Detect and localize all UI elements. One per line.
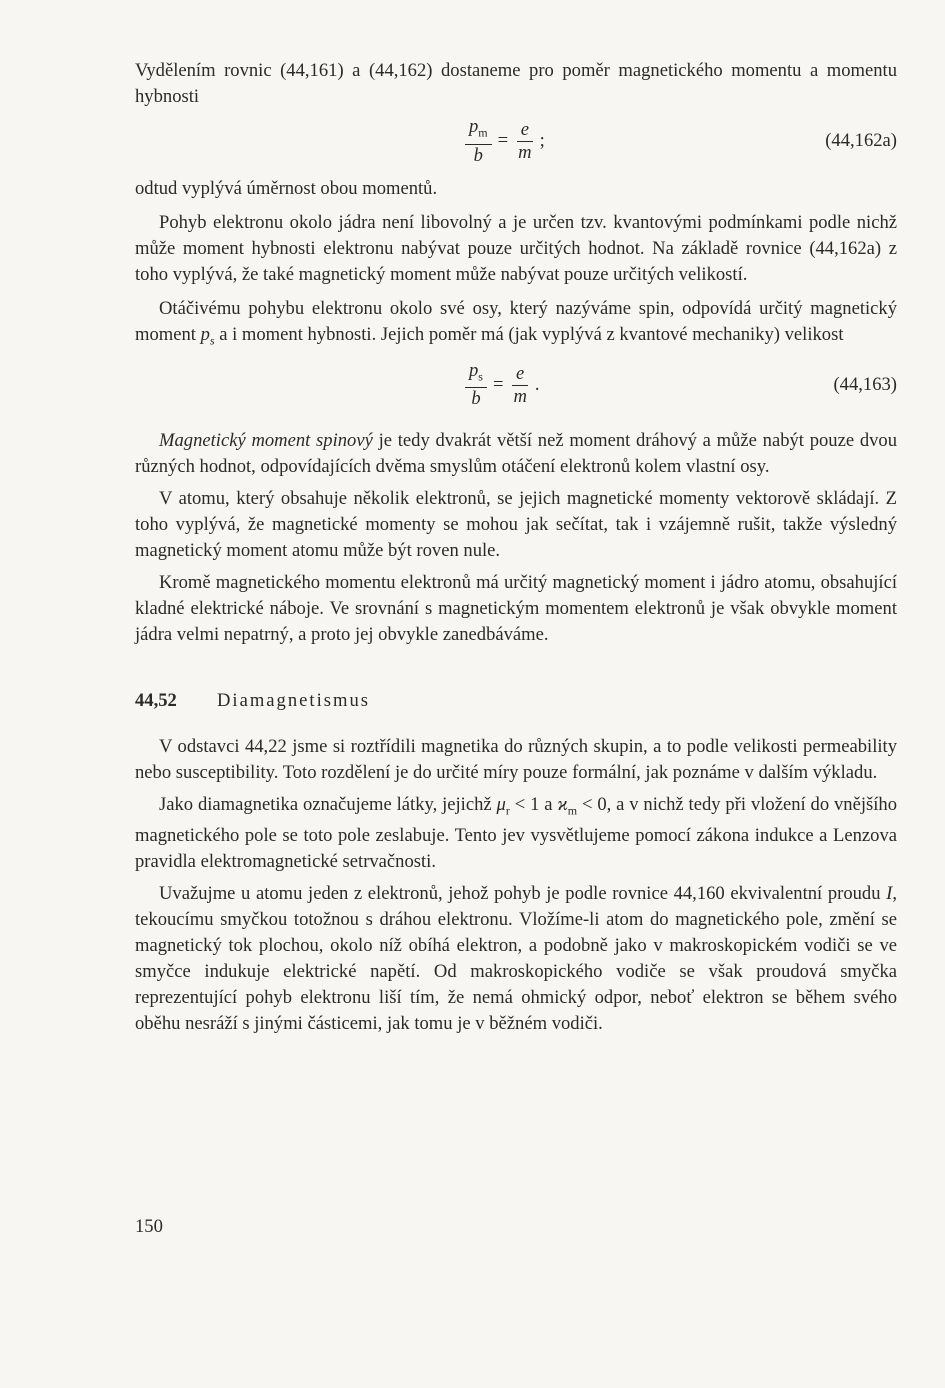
equation-number: (44,162a) — [825, 130, 897, 151]
paragraph-10: Uvažujme u atomu jeden z elektronů, jehož pohyb je podle rovnice 44,160 ekvivalentní proudu I, tekoucímu smyčkou totožnou s dráhou elektronu. Vložíme-li atom do magnetického pole, změní se magnetický tok plochou, okolo níž obíhá elektron, a podobně jako v makroskopickém vodiči se ve smyčce indukuje elektrické napětí. Od makroskopického vodiče se však proudová smyčka reprezentující pohyb elektronu liší tím, že nemá ohmický odpor, neboť elektron se během svého oběhu nesráží s jinými částicemi, jak tomu je v běžném vodiči. — [135, 883, 897, 1035]
equation-44-162a — [135, 110, 897, 176]
paragraph-3: Pohyb elektronu okolo jádra není libovolný a je určen tzv. kvantovými podmínkami podle nichž může moment hybnosti elektronu nabývat pouze určitých hodnot. Na základě rovnice (44,162a) z toho vyplývá, že také magnetický moment může nabývat pouze určitých velikostí. — [135, 212, 897, 285]
section-heading — [135, 688, 897, 714]
equation-body: $\frac{p_s}{b}$ = $\frac{e}{m}$ . — [465, 360, 540, 411]
paragraph-9: Jako diamagnetika označujeme látky, jejichž $\mu_r < 1$ a $ϰ_m < 0$, a v nichž tedy při vložení do vnějšího magnetického pole se toto pole zeslabuje. Tento jev vysvětlujeme pomocí zákona indukce a Lenzova pravidla elektromagnetické setrvačnosti. — [135, 793, 897, 873]
paragraph-4: Otáčivému pohybu elektronu okolo své osy, který nazýváme spin, odpovídá určitý magnetický moment $p_s$ a i moment hybnosti. Jejich poměr má (jak vyplývá z kvantové mechaniky) velikost — [135, 298, 897, 348]
paragraph-2: odtud vyplývá úměrnost obou momentů. — [135, 178, 438, 199]
paragraph-7: Kromě magnetického momentu elektronů má určitý magnetický moment i jádro atomu, obsahující kladné elektrické náboje. Ve srovnání s magnetickým momentem elektronů je však obvykle moment jádra velmi nepatrný, a proto jej obvykle zanedbáváme. — [135, 571, 897, 645]
equation-number: (44,163) — [833, 373, 897, 395]
page-number: 150 — [135, 1216, 163, 1237]
fraction-right: $\frac{e}{m}$ — [518, 118, 532, 163]
paragraph-5: Magnetický moment spinový je tedy dvakrát větší než moment dráhový a může nabýt pouze dvou různých hodnot, odpovídajících dvěma smyslům otáčení elektronů kolem vlastní osy. — [135, 429, 898, 477]
section-title: Diamagnetismus — [217, 689, 370, 711]
equation-44-163 — [135, 354, 897, 420]
paragraph-1: Vydělením rovnic (44,161) a (44,162) dostaneme pro poměr magnetického momentu a momentu hybnosti — [135, 60, 897, 107]
fraction-right: $\frac{e}{m}$ — [513, 362, 527, 407]
equation-body: $\frac{p_m}{b}$ = $\frac{e}{m}$ ; — [465, 116, 545, 167]
paragraph-6: V atomu, který obsahuje několik elektronů, se jejich magnetické momenty vektorově skládají. Z toho vyplývá, že magnetické momenty se mohou jak sečítat, tak i vzájemně rušit, takže výsledný magnetický moment atomu může být roven nule. — [135, 487, 897, 561]
section-number: 44,52 — [135, 689, 177, 711]
fraction-left: $\frac{p_s}{b}$ — [465, 360, 487, 411]
fraction-left: $\frac{p_m}{b}$ — [465, 116, 492, 167]
main-text — [135, 58, 897, 1037]
paragraph-8: V odstavci 44,22 jsme si roztřídili magnetika do různých skupin, a to podle velikosti permeability nebo susceptibility. Toto rozdělení je do určité míry pouze formální, jak poznáme v dalším výkladu. — [135, 735, 897, 783]
